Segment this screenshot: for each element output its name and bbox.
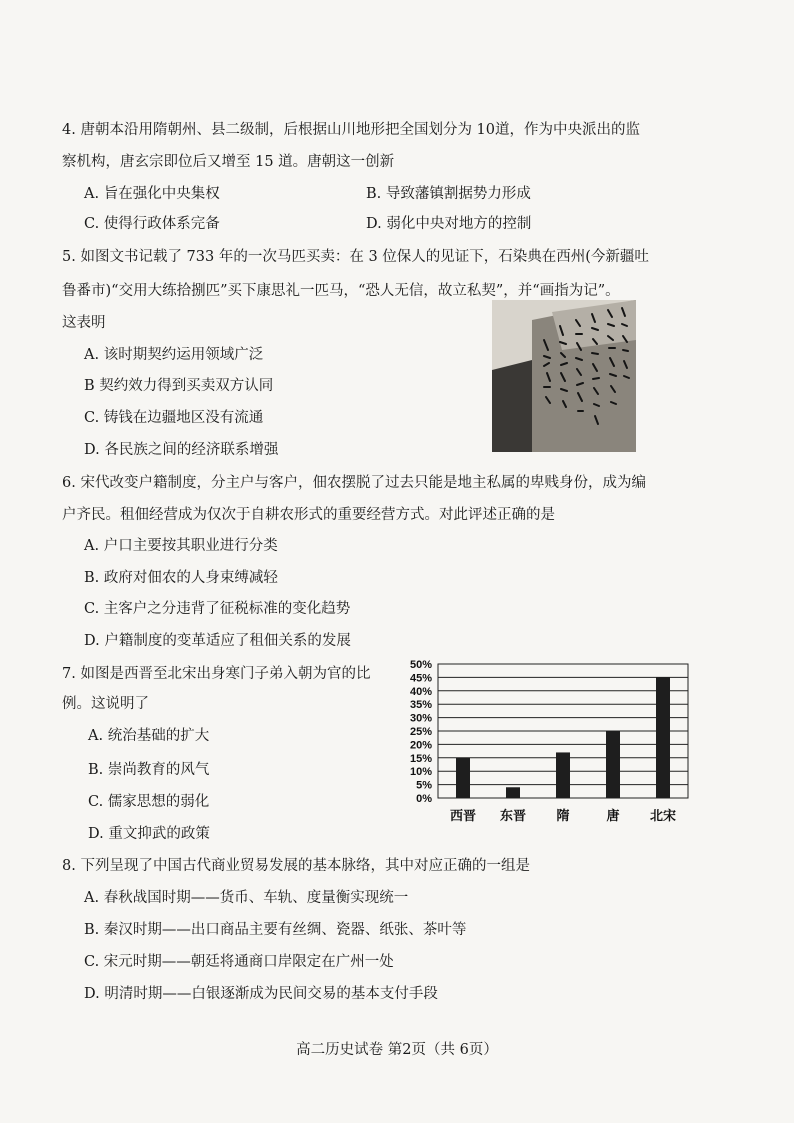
chart-bars <box>456 677 670 798</box>
q4-option-b[interactable]: B. 导致藩镇割据势力形成 <box>366 186 531 202</box>
q5-stem-line2: 鲁番市)“交用大练拾捌匹”买下康思礼一匹马，“恐人无信，故立私契”，并“画指为记”。 <box>62 283 620 299</box>
q6-option-c[interactable]: C. 主客户之分违背了征税标准的变化趋势 <box>84 601 351 617</box>
q5-stem-line3: 这表明 <box>62 315 106 331</box>
q7-stem-line2: 例。这说明了 <box>62 696 149 712</box>
q6-stem-line2: 户齐民。租佃经营成为仅次于自耕农形式的重要经营方式。对此评述正确的是 <box>62 507 555 523</box>
chart-y-tick-label: 30% <box>409 712 432 725</box>
chart-y-tick-label: 20% <box>409 739 432 752</box>
chart-y-tick-label: 50% <box>409 659 432 671</box>
q7-stem-line1: 7. 如图是西晋至北宋出身寒门子弟入朝为官的比 <box>62 666 371 682</box>
q6-option-d[interactable]: D. 户籍制度的变革适应了租佃关系的发展 <box>84 633 351 649</box>
q4-stem-line1: 4. 唐朝本沿用隋朝州、县二级制，后根据山川地形把全国划分为 10道，作为中央派出的监 <box>62 122 640 138</box>
q8-option-d[interactable]: D. 明清时期——白银逐渐成为民间交易的基本支付手段 <box>84 986 438 1002</box>
chart-bar <box>606 731 620 798</box>
chart-x-tick-label: 东晋 <box>499 809 527 824</box>
q4-option-a[interactable]: A. 旨在强化中央集权 <box>84 186 220 202</box>
chart-bar <box>556 752 570 798</box>
chart-bar <box>456 758 470 798</box>
chart-x-tick-label: 唐 <box>606 809 620 824</box>
q6-option-b[interactable]: B. 政府对佃农的人身束缚减轻 <box>84 570 278 586</box>
q7-option-c[interactable]: C. 儒家思想的弱化 <box>88 794 210 810</box>
q7-option-a[interactable]: A. 统治基础的扩大 <box>88 728 210 744</box>
q5-option-b[interactable]: B 契约效力得到买卖双方认同 <box>84 378 274 394</box>
chart-y-tick-label: 5% <box>416 779 432 792</box>
q5-option-c[interactable]: C. 铸钱在边疆地区没有流通 <box>84 410 264 426</box>
page-footer: 高二历史试卷 第2页（共 6页） <box>296 1042 498 1058</box>
q8-option-b[interactable]: B. 秦汉时期——出口商品主要有丝绸、瓷器、纸张、茶叶等 <box>84 922 467 938</box>
q7-option-d[interactable]: D. 重文抑武的政策 <box>88 826 210 842</box>
chart-y-ticks <box>410 659 432 805</box>
q5-option-d[interactable]: D. 各民族之间的经济联系增强 <box>84 442 279 458</box>
chart-y-tick-label: 45% <box>409 672 432 685</box>
chart-x-labels <box>450 808 676 824</box>
q5-stem-line1: 5. 如图文书记载了 733 年的一次马匹买卖：在 3 位保人的见证下，石染典在西州(今新疆吐 <box>62 249 649 265</box>
q6-stem-line1: 6. 宋代改变户籍制度，分主户与客户，佃农摆脱了过去只能是地主私属的卑贱身份，成为编 <box>62 475 646 491</box>
q4-stem-line2: 察机构，唐玄宗即位后又增至 15 道。唐朝这一创新 <box>62 154 395 170</box>
chart-x-tick-label: 隋 <box>556 809 570 824</box>
q7-option-b[interactable]: B. 崇尚教育的风气 <box>88 762 210 778</box>
chart-y-tick-label: 40% <box>409 685 432 698</box>
bar-chart <box>398 656 698 836</box>
q6-option-a[interactable]: A. 户口主要按其职业进行分类 <box>84 538 278 554</box>
q5-option-a[interactable]: A. 该时期契约运用领域广泛 <box>84 347 264 363</box>
q8-stem-line1: 8. 下列呈现了中国古代商业贸易发展的基本脉络，其中对应正确的一组是 <box>62 858 530 874</box>
chart-y-tick-label: 15% <box>409 752 432 765</box>
q4-option-d[interactable]: D. 弱化中央对地方的控制 <box>366 216 532 232</box>
chart-y-tick-label: 0% <box>416 793 432 805</box>
chart-x-tick-label: 北宋 <box>649 809 677 824</box>
q8-option-a[interactable]: A. 春秋战国时期——货币、车轨、度量衡实现统一 <box>84 890 409 906</box>
chart-bar <box>506 787 520 798</box>
chart-y-tick-label: 25% <box>409 726 432 738</box>
chart-bar <box>656 677 670 798</box>
chart-y-tick-label: 10% <box>409 766 432 779</box>
chart-y-tick-label: 35% <box>409 699 432 712</box>
q8-option-c[interactable]: C. 宋元时期——朝廷将通商口岸限定在广州一处 <box>84 954 394 970</box>
q4-option-c[interactable]: C. 使得行政体系完备 <box>84 216 220 232</box>
chart-x-tick-label: 西晋 <box>449 809 477 824</box>
ancient-contract-image <box>492 300 636 452</box>
